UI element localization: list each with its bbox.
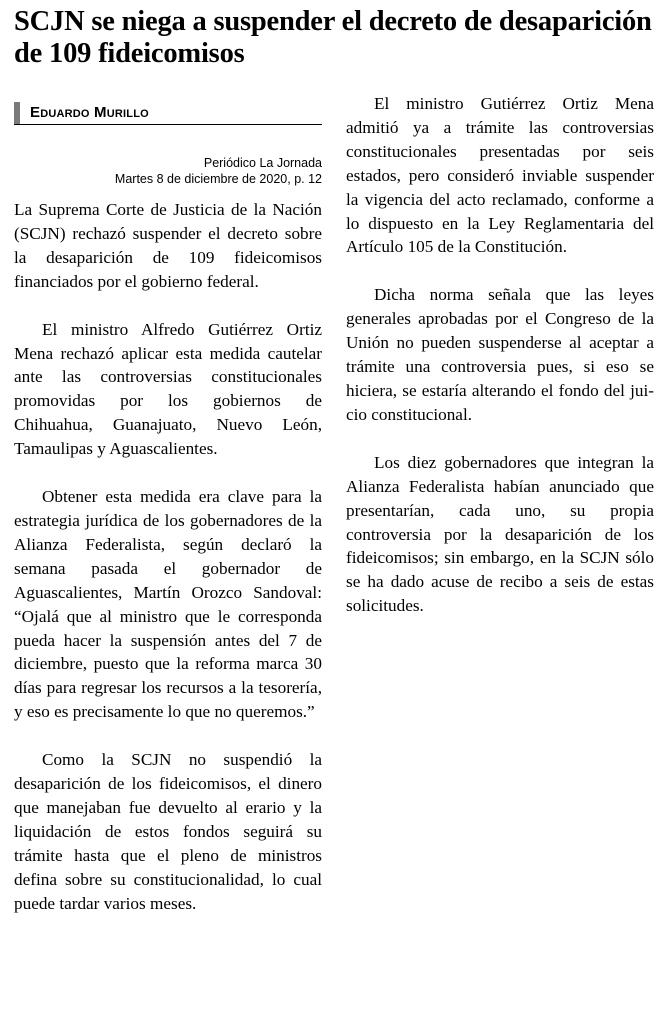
paragraph-5: El ministro Gutiérrez Ortiz Mena admitió ya a trámite las controversias constitucionales presentadas por seis estados, pero consideró inviable suspender la vigencia del acto reclamado, conforme a lo dispuesto en la Ley Reglamentaria del Artículo 105 de la Constitución. bbox=[346, 94, 654, 257]
publication-name: Periódico La Jornada bbox=[203, 156, 322, 170]
byline-bar bbox=[14, 102, 20, 124]
paragraph-4: Como la SCJN no suspendió la desaparición de los fideicomisos, el dinero que manejaban fue devuelto al erario y la liquidación de estos fondos seguirá su trámite hasta que el pleno de ministros defina sobre su constitucionalidad, lo cual puede tardar varios meses. bbox=[14, 750, 322, 913]
article-column-left bbox=[14, 198, 322, 939]
author-name: Eduardo Murillo bbox=[30, 104, 149, 121]
paragraph-1: La Suprema Corte de Justicia de la Nación (SCJN) rechazó suspender el decreto sobre la desaparición de 109 fideicomisos financiados por el gobierno federal. bbox=[14, 200, 322, 291]
publication-date-page: Martes 8 de diciembre de 2020, p. 12 bbox=[114, 172, 322, 186]
paragraph-7: Los diez gobernadores que integran la Alianza Federalista habían anunciado que presentarían, cada uno, su propia controversia por la desaparición de los fideicomisos; sin embargo, en la SCJN sólo se ha dado acuse de recibo a seis de estas solicitudes. bbox=[346, 452, 654, 616]
paragraph-3: Obtener esta medida era clave para la estrategia jurídica de los gobernadores de la Alianza Federalista, según declaró la semana pasada el gobernador de Aguascalientes, Martín Orozco Sandoval: “Ojalá que al ministro que le corresponda pueda hacer la suspensión antes del 7 de diciembre, puesto que la reforma marca 30 días para regresar los recursos a la tesorería, y eso es precisamente lo que no queremos.” bbox=[14, 487, 322, 722]
paragraph-2: El ministro Alfredo Gutiérrez Ortiz Mena rechazó aplicar esta medida cautelar ante las controversias constitucionales promovidas por los gobiernos de Chihuahua, Guanajuato, Nuevo León, Tamaulipas y Aguascalientes. bbox=[14, 319, 322, 459]
paragraph-6: Dicha norma señala que las leyes generales aprobadas por el Congreso de la Unión no pueden suspenderse al aceptar a trámite una controversia pues, si eso se hiciera, se estaría alterando el fondo del jui-cio constitucional. bbox=[346, 285, 654, 424]
byline bbox=[14, 102, 322, 125]
source-citation bbox=[14, 155, 322, 187]
headline: SCJN se niega a suspender el decreto de desaparición de 109 fideicomisos bbox=[14, 6, 652, 69]
article-column-right bbox=[346, 92, 654, 642]
